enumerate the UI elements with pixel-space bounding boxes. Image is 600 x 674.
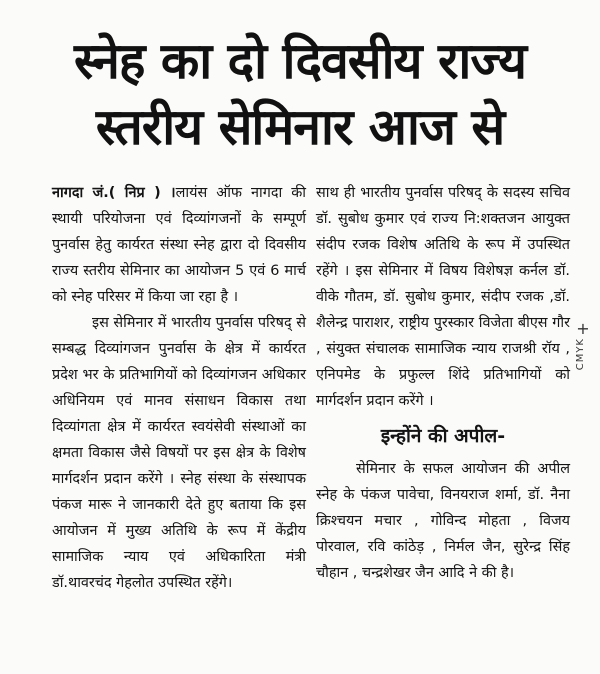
right-paragraph-2: सेमिनार के सफल आयोजन की अपील स्नेह के पंकज पावेचा, विनयराज शर्मा, डॉ. नैना क्रिश्चयन मचार , गोविन्द मोहता , विजय पोरवाल, रवि कांठेड़ , निर्मल जैन, सुरेन्द्र सिंह चौहान , चन्द्रशेखर जैन आदि ने की है। — [316, 461, 570, 581]
headline-line-1: स्नेह का दो दिवसीय राज्य — [74, 32, 526, 90]
dateline: नागदा जं.( निप्र ) । — [52, 185, 176, 201]
print-registration-marks — [575, 320, 591, 370]
registration-plus: + — [576, 319, 590, 338]
cmyk-label: CMYK — [575, 338, 586, 371]
subheading-appeal: इन्होंने की अपील- — [380, 425, 506, 447]
left-column — [52, 180, 306, 596]
right-paragraph-1: साथ ही भारतीय पुनर्वास परिषद् के सदस्य सचिव डॉ. सुबोध कुमार एवं राज्य नि:शक्तजन आयुक्त संदीप रजक विशेष अतिथि के रूप में उपस्थित रहेंगे । इस सेमिनार में विषय विशेषज्ञ कर्नल डॉ. वीके गौतम, डॉ. सुबोध कुमार, संदीप रजक ,डॉ. शैलेन्द्र पाराशर, राष्ट्रीय पुरस्कार विजेता बीएस गौर , संयुक्त संचालक सामाजिक न्याय राजश्री रॉय , एनिपमेड के प्रफुल्ल शिंदे प्रतिभागियों को मार्गदर्शन प्रदान करेंगे । — [316, 185, 570, 409]
headline-line-2: स्तरीय सेमिनार आज से — [95, 98, 505, 156]
left-para1-text: लायंस ऑफ नागदा की स्थायी परियोजना एवं दिव्यांगजनों के सम्पूर्ण पुनर्वास हेतु कार्यरत संस्था स्नेह द्वारा दो दिवसीय राज्य स्तरीय सेमिनार का आयोजन 5 एवं 6 मार्च को स्नेह परिसर में किया जा रहा है । — [52, 185, 306, 305]
left-paragraph-1 — [52, 180, 306, 310]
right-column — [316, 180, 570, 586]
headline — [20, 28, 580, 160]
left-paragraph-2: इस सेमिनार में भारतीय पुनर्वास परिषद् से सम्बद्ध दिव्यांगजन पुनर्वास के क्षेत्र में कार्यरत प्रदेश भर के प्रतिभागियों को दिव्यांगजन अधिकार अधिनियम एवं मानव संसाधन विकास तथा दिव्यांगता क्षेत्र में कार्यरत स्वयंसेवी संस्थाओं का क्षमता विकास जैसे विषयों पर इस क्षेत्र के विशेष मार्गदर्शन प्रदान करेंगे । स्नेह संस्था के संस्थापक पंकज मारू ने जानकारी देते हुए बताया कि इस आयोजन में मुख्य अतिथि के रूप में केंद्रीय सामाजिक न्याय एवं अधिकारिता मंत्री डॉ.थावरचंद गेहलोत उपस्थित रहेंगे। — [52, 315, 306, 591]
